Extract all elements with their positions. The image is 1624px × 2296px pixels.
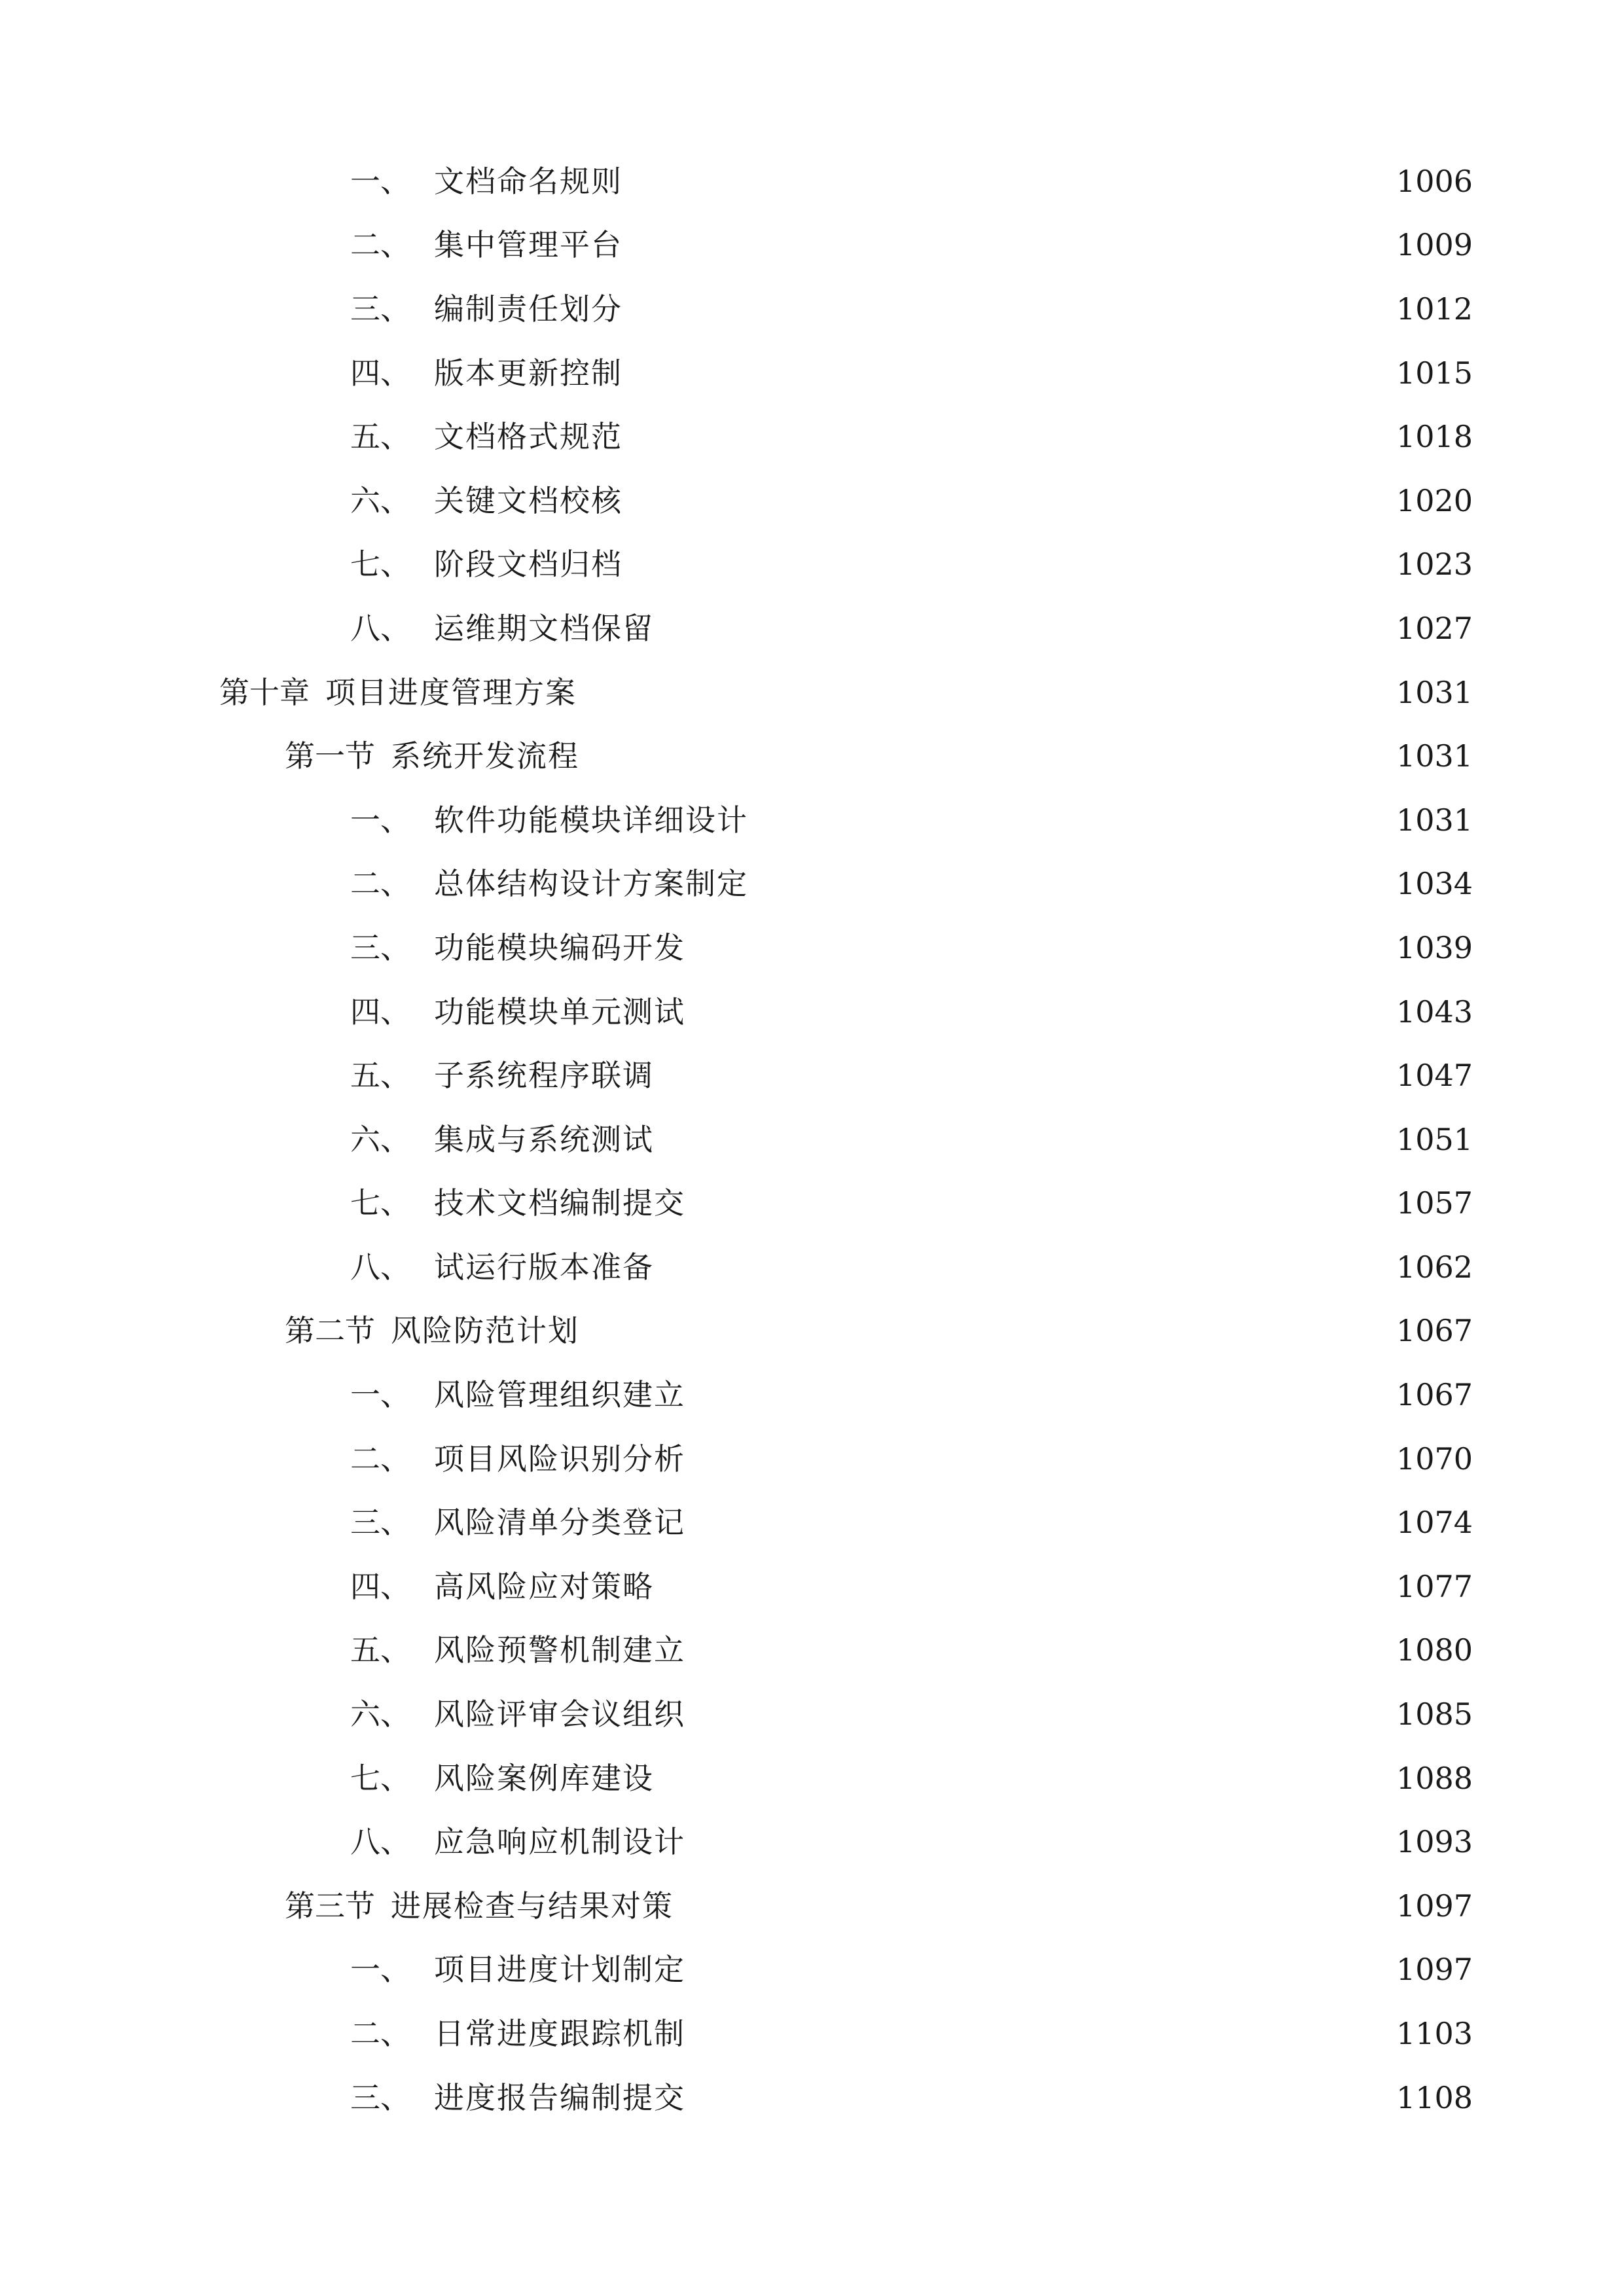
toc-entry-section[interactable] <box>0 724 1624 788</box>
toc-entry-title: 风险案例库建设 <box>434 1760 654 1796</box>
toc-entry-item[interactable] <box>0 149 1624 213</box>
toc-entry-title: 风险评审会议组织 <box>434 1696 685 1732</box>
toc-entry-item[interactable] <box>0 1938 1624 2002</box>
toc-entry-title: 风险预警机制建立 <box>434 1632 685 1668</box>
toc-entry-item[interactable] <box>0 1172 1624 1236</box>
toc-entry-number: 一、 <box>350 1377 410 1413</box>
dot-leader <box>626 422 1384 452</box>
toc-entry-page-number: 1039 <box>1396 929 1473 965</box>
dot-leader <box>689 933 1384 963</box>
toc-entry-page-number: 1031 <box>1396 674 1473 710</box>
toc-entry-item[interactable] <box>0 1810 1624 1874</box>
toc-entry-page-number: 1031 <box>1396 738 1473 774</box>
dot-leader <box>626 358 1384 388</box>
toc-entry-section[interactable] <box>0 1299 1624 1363</box>
dot-leader <box>689 1507 1384 1537</box>
toc-entry-page-number: 1006 <box>1396 163 1473 199</box>
toc-entry-number: 二、 <box>350 2016 410 2052</box>
toc-entry-item[interactable] <box>0 596 1624 660</box>
toc-entry-title: 风险清单分类登记 <box>434 1505 685 1541</box>
toc-entry-page-number: 1057 <box>1396 1185 1473 1221</box>
toc-entry-number: 二、 <box>350 227 410 263</box>
toc-entry-title: 关键文档校核 <box>434 482 623 518</box>
dot-leader <box>689 1444 1384 1474</box>
toc-entry-page-number: 1097 <box>1396 1952 1473 1988</box>
dot-leader <box>658 1252 1384 1282</box>
table-of-contents <box>0 149 1624 2129</box>
dot-leader <box>658 1763 1384 1793</box>
toc-entry-item[interactable] <box>0 788 1624 852</box>
toc-entry-number: 第一节 <box>285 738 375 774</box>
toc-entry-item[interactable] <box>0 1107 1624 1172</box>
toc-entry-chapter[interactable] <box>0 660 1624 725</box>
dot-leader <box>689 1954 1384 1984</box>
toc-entry-page-number: 1023 <box>1396 547 1473 583</box>
toc-entry-number: 八、 <box>350 610 410 646</box>
toc-entry-number: 一、 <box>350 1952 410 1988</box>
toc-entry-number: 一、 <box>350 163 410 199</box>
toc-entry-page-number: 1108 <box>1396 2079 1473 2115</box>
dot-leader <box>626 486 1384 516</box>
toc-entry-title: 文档格式规范 <box>434 419 623 455</box>
toc-entry-page-number: 1070 <box>1396 1441 1473 1477</box>
toc-entry-item[interactable] <box>0 1490 1624 1554</box>
toc-entry-page-number: 1085 <box>1396 1696 1473 1732</box>
toc-entry-number: 八、 <box>350 1824 410 1860</box>
toc-entry-title: 日常进度跟踪机制 <box>434 2016 685 2052</box>
toc-entry-page-number: 1074 <box>1396 1505 1473 1541</box>
toc-entry-item[interactable] <box>0 1746 1624 1810</box>
toc-entry-title: 子系统程序联调 <box>434 1058 654 1094</box>
toc-entry-page-number: 1031 <box>1396 802 1473 838</box>
toc-entry-page-number: 1080 <box>1396 1632 1473 1668</box>
toc-entry-number: 八、 <box>350 1249 410 1285</box>
toc-entry-page-number: 1020 <box>1396 482 1473 518</box>
toc-entry-item[interactable] <box>0 1363 1624 1427</box>
toc-entry-item[interactable] <box>0 1427 1624 1491</box>
toc-entry-number: 第十章 <box>219 674 310 710</box>
toc-entry-number: 七、 <box>350 1760 410 1796</box>
dot-leader <box>752 805 1384 835</box>
dot-leader <box>658 613 1384 643</box>
toc-entry-section[interactable] <box>0 1874 1624 1938</box>
toc-entry-number: 五、 <box>350 1058 410 1094</box>
toc-entry-number: 三、 <box>350 1505 410 1541</box>
dot-leader <box>689 997 1384 1027</box>
toc-entry-title: 进展检查与结果对策 <box>391 1888 674 1924</box>
dot-leader <box>658 1571 1384 1602</box>
dot-leader <box>689 1380 1384 1410</box>
dot-leader <box>658 1060 1384 1090</box>
toc-entry-title: 应急响应机制设计 <box>434 1824 685 1860</box>
dot-leader <box>677 1891 1384 1921</box>
toc-entry-page-number: 1077 <box>1396 1568 1473 1604</box>
toc-entry-title: 试运行版本准备 <box>434 1249 654 1285</box>
toc-entry-page-number: 1088 <box>1396 1760 1473 1796</box>
toc-entry-number: 四、 <box>350 994 410 1030</box>
toc-entry-page-number: 1093 <box>1396 1824 1473 1860</box>
dot-leader <box>689 1188 1384 1218</box>
toc-entry-page-number: 1062 <box>1396 1249 1473 1285</box>
toc-entry-item[interactable] <box>0 1235 1624 1299</box>
toc-entry-page-number: 1027 <box>1396 610 1473 646</box>
toc-entry-item[interactable] <box>0 916 1624 980</box>
toc-entry-title: 软件功能模块详细设计 <box>434 802 748 838</box>
toc-entry-page-number: 1097 <box>1396 1888 1473 1924</box>
toc-entry-item[interactable] <box>0 404 1624 469</box>
toc-entry-title: 集中管理平台 <box>434 227 623 263</box>
dot-leader <box>689 1827 1384 1857</box>
toc-entry-title: 项目进度管理方案 <box>325 674 577 710</box>
toc-entry-number: 六、 <box>350 1121 410 1157</box>
toc-entry-number: 三、 <box>350 291 410 327</box>
toc-entry-item[interactable] <box>0 1554 1624 1619</box>
toc-entry-page-number: 1051 <box>1396 1121 1473 1157</box>
dot-leader <box>689 1699 1384 1729</box>
dot-leader <box>581 677 1384 708</box>
toc-entry-page-number: 1018 <box>1396 419 1473 455</box>
toc-entry-number: 六、 <box>350 1696 410 1732</box>
dot-leader <box>626 549 1384 579</box>
toc-entry-page-number: 1067 <box>1396 1313 1473 1349</box>
toc-entry-title: 风险管理组织建立 <box>434 1377 685 1413</box>
dot-leader <box>689 2083 1384 2113</box>
dot-leader <box>626 230 1384 260</box>
toc-entry-title: 运维期文档保留 <box>434 610 654 646</box>
toc-entry-item[interactable] <box>0 1682 1624 1746</box>
toc-entry-item[interactable] <box>0 980 1624 1044</box>
toc-entry-page-number: 1043 <box>1396 994 1473 1030</box>
dot-leader <box>626 166 1384 196</box>
toc-entry-title: 阶段文档归档 <box>434 547 623 583</box>
toc-entry-title: 高风险应对策略 <box>434 1568 654 1604</box>
toc-entry-item[interactable] <box>0 2001 1624 2066</box>
toc-entry-number: 六、 <box>350 482 410 518</box>
toc-entry-title: 集成与系统测试 <box>434 1121 654 1157</box>
toc-entry-page-number: 1103 <box>1396 2016 1473 2052</box>
dot-leader <box>689 1635 1384 1665</box>
dot-leader <box>626 294 1384 324</box>
toc-entry-title: 版本更新控制 <box>434 355 623 391</box>
toc-entry-number: 七、 <box>350 1185 410 1221</box>
toc-entry-item[interactable] <box>0 341 1624 405</box>
toc-entry-number: 五、 <box>350 1632 410 1668</box>
toc-entry-item[interactable] <box>0 469 1624 533</box>
toc-entry-page-number: 1047 <box>1396 1058 1473 1094</box>
toc-entry-title: 功能模块编码开发 <box>434 929 685 965</box>
toc-entry-page-number: 1012 <box>1396 291 1473 327</box>
toc-entry-item[interactable] <box>0 852 1624 916</box>
toc-entry-item[interactable] <box>0 277 1624 341</box>
dot-leader <box>689 2018 1384 2049</box>
toc-entry-item[interactable] <box>0 213 1624 278</box>
toc-entry-number: 二、 <box>350 1441 410 1477</box>
toc-entry-number: 第二节 <box>285 1313 375 1349</box>
toc-entry-title: 进度报告编制提交 <box>434 2079 685 2115</box>
toc-entry-title: 技术文档编制提交 <box>434 1185 685 1221</box>
toc-entry-page-number: 1015 <box>1396 355 1473 391</box>
dot-leader <box>583 741 1384 771</box>
toc-entry-page-number: 1067 <box>1396 1377 1473 1413</box>
toc-entry-number: 二、 <box>350 866 410 902</box>
dot-leader <box>752 869 1384 899</box>
toc-entry-title: 功能模块单元测试 <box>434 994 685 1030</box>
toc-entry-title: 项目风险识别分析 <box>434 1441 685 1477</box>
toc-entry-title: 项目进度计划制定 <box>434 1952 685 1988</box>
dot-leader <box>658 1124 1384 1155</box>
toc-entry-item[interactable] <box>0 533 1624 597</box>
toc-entry-item[interactable] <box>0 2066 1624 2130</box>
toc-entry-number: 一、 <box>350 802 410 838</box>
toc-entry-page-number: 1034 <box>1396 866 1473 902</box>
toc-entry-title: 系统开发流程 <box>391 738 579 774</box>
toc-entry-page-number: 1009 <box>1396 227 1473 263</box>
toc-entry-number: 四、 <box>350 355 410 391</box>
toc-entry-number: 七、 <box>350 547 410 583</box>
toc-entry-number: 第三节 <box>285 1888 375 1924</box>
toc-entry-item[interactable] <box>0 1043 1624 1107</box>
toc-entry-number: 三、 <box>350 929 410 965</box>
toc-entry-title: 风险防范计划 <box>391 1313 579 1349</box>
toc-entry-item[interactable] <box>0 1619 1624 1683</box>
toc-entry-title: 文档命名规则 <box>434 163 623 199</box>
toc-entry-title: 总体结构设计方案制定 <box>434 866 748 902</box>
toc-entry-number: 三、 <box>350 2079 410 2115</box>
dot-leader <box>583 1316 1384 1346</box>
toc-entry-number: 四、 <box>350 1568 410 1604</box>
toc-entry-number: 五、 <box>350 419 410 455</box>
toc-entry-title: 编制责任划分 <box>434 291 623 327</box>
